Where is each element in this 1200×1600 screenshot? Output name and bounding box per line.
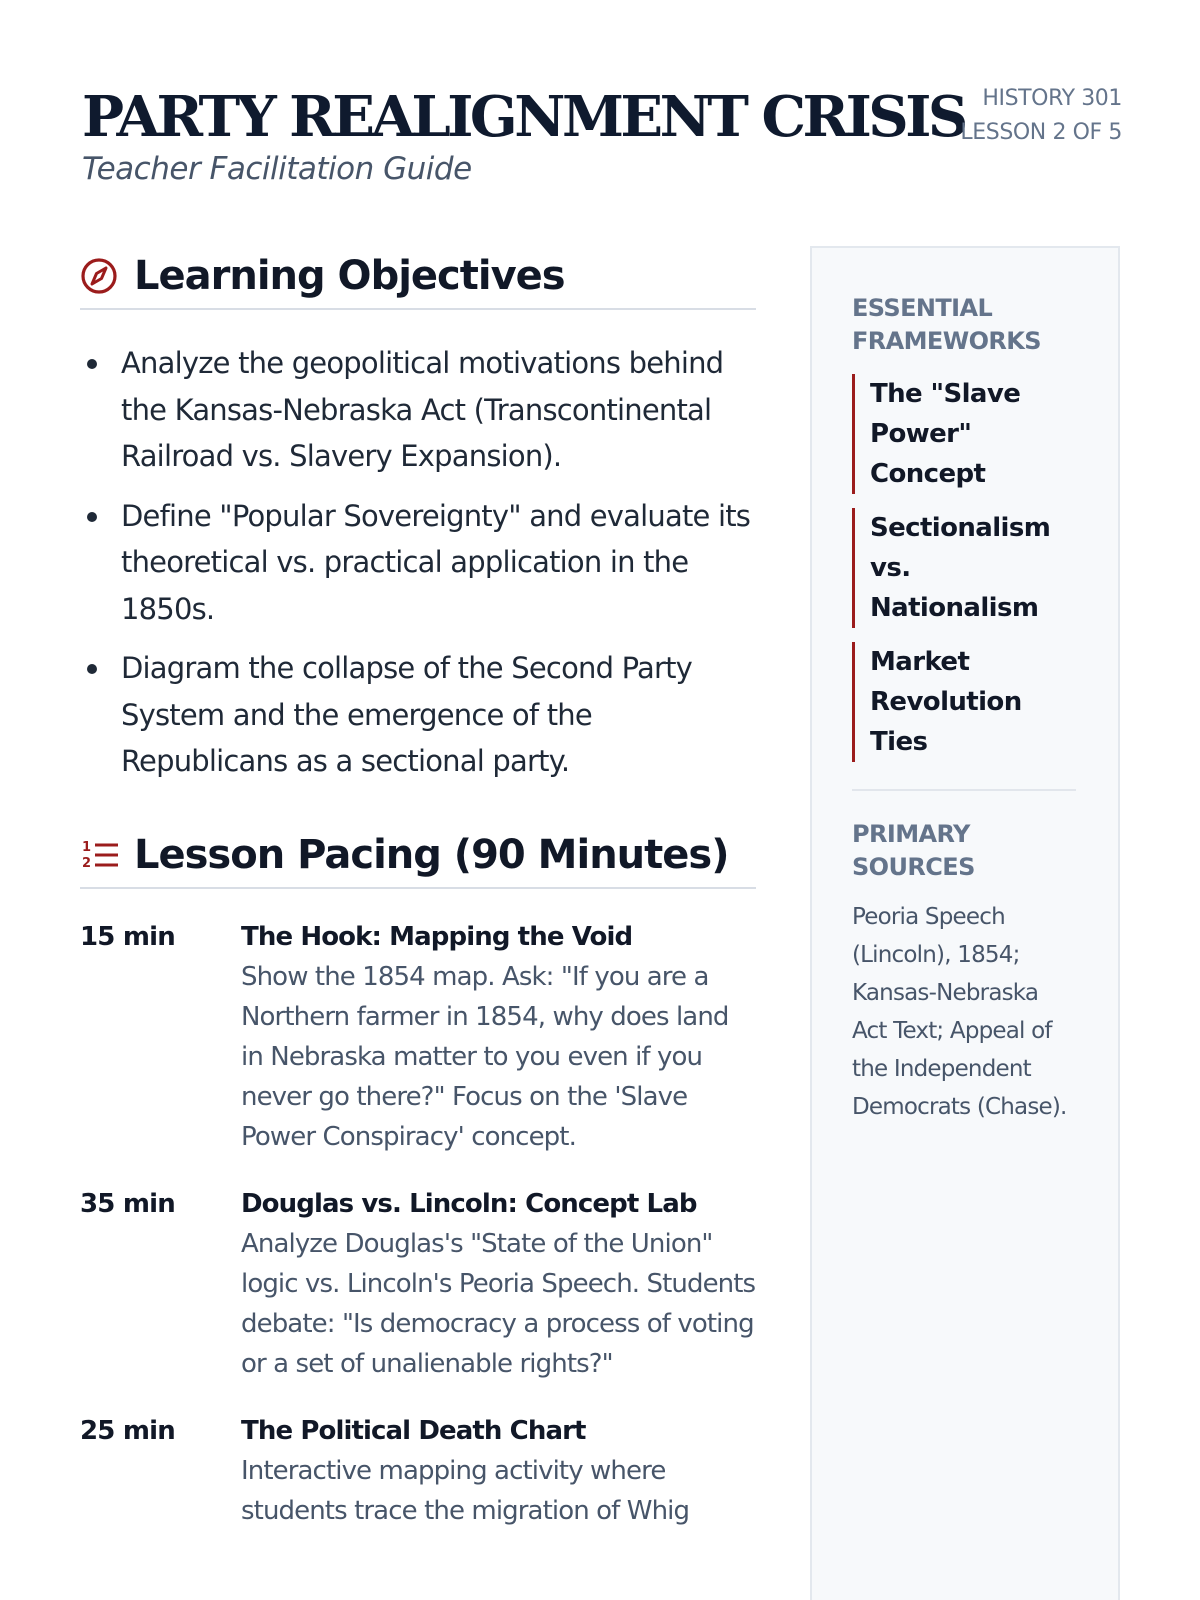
objective-item — [80, 493, 756, 633]
course-code: HISTORY 301 — [982, 86, 1122, 111]
objective-text: Analyze the geopolitical motivations behind the Kansas-Nebraska Act (Transcontinental Railroad vs. Slavery Expansion). — [121, 346, 724, 473]
framework-item: Sectionalism vs. Nationalism — [852, 508, 1076, 628]
primary-sources-text: Peoria Speech (Lincoln), 1854; Kansas-Nebraska Act Text; Appeal of the Independent Democrats (Chase). — [852, 904, 1067, 1120]
bullet-icon — [87, 512, 97, 522]
pacing-duration: 35 min — [80, 1188, 175, 1219]
course-meta — [960, 82, 1122, 150]
sources-heading: PRIMARY SOURCES — [852, 820, 975, 881]
numbered-list-icon — [80, 834, 122, 876]
pacing-duration: 25 min — [80, 1415, 175, 1446]
pacing-activity-description: Show the 1854 map. Ask: "If you are a Northern farmer in 1854, why does land in Nebraska matter to you even if you never go there?" Focus on the 'Slave Power Conspiracy' concept. — [241, 961, 729, 1152]
pacing-duration: 15 min — [80, 921, 175, 952]
pacing-activity-title: The Political Death Chart — [241, 1415, 586, 1446]
objectives-heading: Learning Objectives — [134, 253, 565, 299]
objectives-list — [80, 340, 756, 785]
pacing-activity-title: Douglas vs. Lincoln: Concept Lab — [241, 1188, 697, 1219]
page-subtitle: Teacher Facilitation Guide — [82, 151, 472, 187]
pacing-content — [241, 917, 756, 1157]
objective-item — [80, 645, 756, 785]
pacing-content — [241, 1184, 756, 1384]
objective-item — [80, 340, 756, 480]
pacing-activity-description: Interactive mapping activity where students trace the migration of Whig — [241, 1455, 690, 1526]
sidebar-divider — [852, 789, 1076, 791]
bullet-icon — [87, 664, 97, 674]
pacing-section-header — [80, 823, 756, 889]
pacing-row — [80, 1184, 756, 1384]
main-column — [80, 244, 756, 1558]
sidebar-panel — [810, 246, 1120, 1600]
pacing-row — [80, 1411, 756, 1531]
sidebar-content — [812, 248, 1118, 1126]
bullet-icon — [87, 359, 97, 369]
framework-item: The "Slave Power" Concept — [852, 374, 1076, 494]
compass-icon — [80, 255, 122, 297]
frameworks-list — [852, 374, 1076, 762]
pacing-content — [241, 1411, 756, 1531]
page-title: PARTY REALIGNMENT CRISIS — [82, 84, 965, 150]
pacing-activity-description: Analyze Douglas's "State of the Union" logic vs. Lincoln's Peoria Speech. Students debate: "Is democracy a process of voting or a set of unalienable rights?" — [241, 1228, 756, 1379]
pacing-heading: Lesson Pacing (90 Minutes) — [134, 831, 729, 878]
objectives-section-header — [80, 244, 756, 310]
pacing-activity-title: The Hook: Mapping the Void — [241, 921, 633, 952]
objective-text: Define "Popular Sovereignty" and evaluate its theoretical vs. practical application in the 1850s. — [121, 498, 751, 626]
objective-text: Diagram the collapse of the Second Party System and the emergence of the Republicans as a sectional party. — [121, 651, 693, 778]
svg-text:1: 1 — [82, 839, 92, 855]
framework-item: Market Revolution Ties — [852, 642, 1076, 762]
svg-text:2: 2 — [82, 855, 92, 871]
pacing-row — [80, 917, 756, 1157]
frameworks-heading: ESSENTIAL FRAMEWORKS — [852, 294, 1041, 355]
lesson-indicator: LESSON 2 OF 5 — [960, 120, 1122, 145]
pacing-list — [80, 917, 756, 1531]
